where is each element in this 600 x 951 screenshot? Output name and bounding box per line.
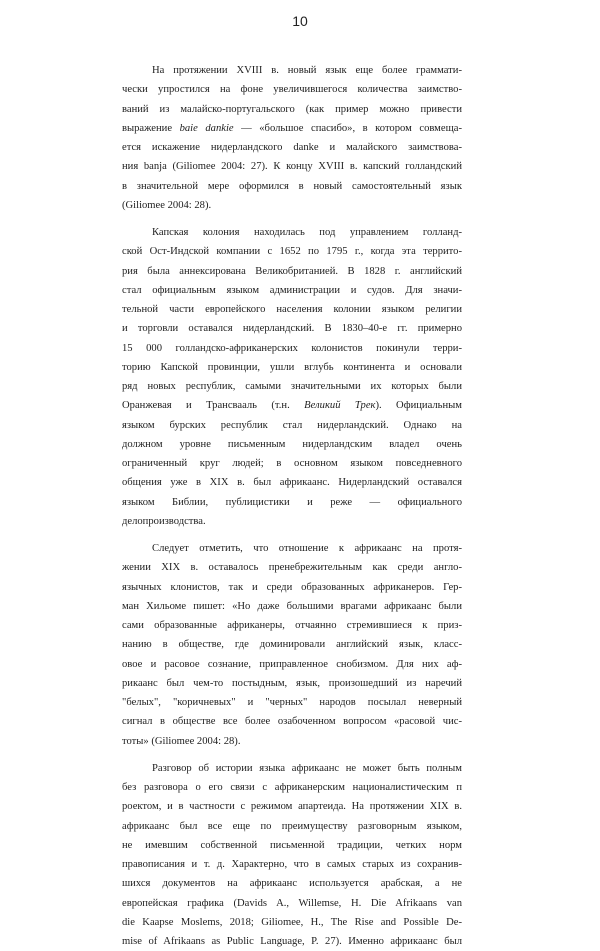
text-segment: в значительной мере оформился в новый самостоятельный язык xyxy=(122,180,462,192)
text-line xyxy=(122,377,462,396)
text-segment: торию Капской провинции, ушли вглубь континента и основали xyxy=(122,361,462,373)
text-line xyxy=(122,778,462,797)
text-segment: рия была аннексирована Великобританией. В 1828 г. английский xyxy=(122,265,462,277)
text-line xyxy=(122,655,462,674)
text-line xyxy=(122,242,462,261)
text-segment: и торговли оставался нидерландский. В 1830–40-е гг. примерно xyxy=(122,323,462,335)
text-line xyxy=(122,157,462,176)
text-line xyxy=(122,138,462,157)
text-line xyxy=(122,339,462,358)
text-line xyxy=(122,759,462,778)
text-line xyxy=(122,493,462,512)
text-line xyxy=(122,281,462,300)
text-segment: ской Ост-Индской компании с 1652 по 1795 г., когда эта террито- xyxy=(122,246,462,258)
text-segment: овое и расовое сознание, приправленное снобизмом. Для них аф- xyxy=(122,658,462,670)
text-line xyxy=(122,61,462,80)
text-segment: (Giliomee 2004: 28). xyxy=(122,199,212,211)
text-segment: тельной части европейского населения колонии языком религии xyxy=(122,304,462,315)
text-line xyxy=(122,416,462,435)
text-segment: языком бурских республик стал нидерландский. Однако на xyxy=(122,419,462,431)
text-line xyxy=(122,319,462,338)
text-segment: "белых", "коричневых" и "черных" народов посылал неверный xyxy=(122,697,462,708)
text-line xyxy=(122,932,462,951)
text-segment: ния banja (Giliomee 2004: 27). К концу XVIII в. капский голландский xyxy=(122,161,462,173)
text-segment: африкаанс был все еще по преимуществу разговорным языком, xyxy=(122,820,462,832)
text-line xyxy=(122,512,462,531)
text-segment: языком Библии, публицистики и реже — официального xyxy=(122,496,462,508)
text-segment: die Kaapse Moslems, 2018; Giliomee, H., The Rise and Possible De- xyxy=(122,916,462,928)
text-line xyxy=(122,119,462,138)
text-line xyxy=(122,454,462,473)
text-line xyxy=(122,177,462,196)
text-segment: язычных клонистов, так и среди образованных африканеров. Гер- xyxy=(122,581,462,593)
text-line xyxy=(122,855,462,874)
text-segment: На протяжении XVIII в. новый язык еще более граммати- xyxy=(152,65,462,76)
text-segment: стал официальным языком администрации и судов. Для значи- xyxy=(122,284,462,296)
text-segment: жении XIX в. оставалось пренебрежительным как среди англо- xyxy=(122,562,462,574)
text-line xyxy=(122,300,462,319)
text-segment: mise of Afrikaans as Public Language, P. 27). Именно африкаанс был xyxy=(122,936,462,947)
text-segment: ман Хильоме пишет: «Но даже большими врагами африкаанс были xyxy=(122,600,462,612)
text-line xyxy=(122,435,462,454)
text-line xyxy=(122,874,462,893)
text-segment: сигнал в обществе все более озабоченном вопросом «расовой чис- xyxy=(122,716,462,728)
text-segment: без разговора о его связи с африканерским националистическим п xyxy=(122,782,462,793)
text-line xyxy=(122,797,462,816)
text-segment: правописания и т. д. Характерно, что в самых старых из сохранив- xyxy=(122,859,462,870)
text-line xyxy=(122,100,462,119)
text-line xyxy=(122,80,462,99)
text-line xyxy=(122,597,462,616)
text-segment: ваний из малайско-португальского (как пример можно привести xyxy=(122,103,462,115)
text-line xyxy=(122,712,462,731)
text-line xyxy=(122,894,462,913)
text-line xyxy=(122,578,462,597)
text-line xyxy=(122,262,462,281)
text-segment: ). Официальным xyxy=(375,400,462,412)
text-segment: чески упростился на фоне увеличившегося количества заимство- xyxy=(122,84,462,96)
text-line xyxy=(122,223,462,242)
body-text xyxy=(122,61,462,951)
text-segment: должном уровне письменным нидерландским владел очень xyxy=(122,438,462,450)
text-segment: не имевшим собственной письменной традиции, четких норм xyxy=(122,839,462,851)
text-line xyxy=(122,616,462,635)
text-segment: — «большое спасибо», в котором совмеща- xyxy=(233,122,462,134)
text-segment: европейская графика (Davids A., Willemse, H. Die Afrikaans van xyxy=(122,897,462,909)
text-segment: Капская колония находилась под управлением голланд- xyxy=(152,227,462,238)
text-line xyxy=(122,732,462,751)
text-line xyxy=(122,817,462,836)
text-segment: делопроизводства. xyxy=(122,515,206,527)
text-segment: Оранжевая и Трансвааль (т.н. xyxy=(122,400,305,412)
page-number: 10 xyxy=(292,13,308,29)
text-segment: общения уже в XIX в. был африкаанс. Нидерландский оставался xyxy=(122,477,462,489)
text-line xyxy=(122,674,462,693)
text-line xyxy=(122,836,462,855)
text-line xyxy=(122,396,462,415)
text-segment: роектом, и в частности с режимом апартеида. На протяжении XIX в. xyxy=(122,801,462,813)
text-segment: выражение xyxy=(122,122,180,134)
text-segment: сами образованные африканеры, отчаянно стремившиеся к приз- xyxy=(122,620,462,631)
text-segment: Разговор об истории языка африкаанс не может быть полным xyxy=(152,762,462,774)
text-line xyxy=(122,358,462,377)
italic-text: Великий Трек xyxy=(304,400,376,412)
italic-text: baie dankie xyxy=(179,122,234,134)
text-segment: ограниченный круг людей; в основном языком повседневного xyxy=(122,458,462,469)
text-line xyxy=(122,913,462,932)
text-segment: тоты» (Giliomee 2004: 28). xyxy=(122,735,241,747)
text-line xyxy=(122,635,462,654)
text-segment: ряд новых республик, самыми значительными их которых были xyxy=(122,381,462,392)
text-line xyxy=(122,693,462,712)
text-segment: 15 000 голландско-африканерских колонистов покинули терри- xyxy=(122,342,462,354)
text-segment: нанию в обществе, где доминировали английский язык, класс- xyxy=(122,639,462,651)
text-segment: рикаанс был чем-то постыдным, язык, произошедший из наречий xyxy=(122,677,462,689)
text-line xyxy=(122,196,462,215)
text-segment: Следует отметить, что отношение к африкаанс на протя- xyxy=(152,543,462,554)
text-line xyxy=(122,473,462,492)
text-segment: ется искажение нидерландского danke и малайского заимствова- xyxy=(122,142,462,153)
text-line xyxy=(122,558,462,577)
text-line xyxy=(122,539,462,558)
text-segment: шихся документов на африкаанс используется арабская, а не xyxy=(122,878,462,890)
